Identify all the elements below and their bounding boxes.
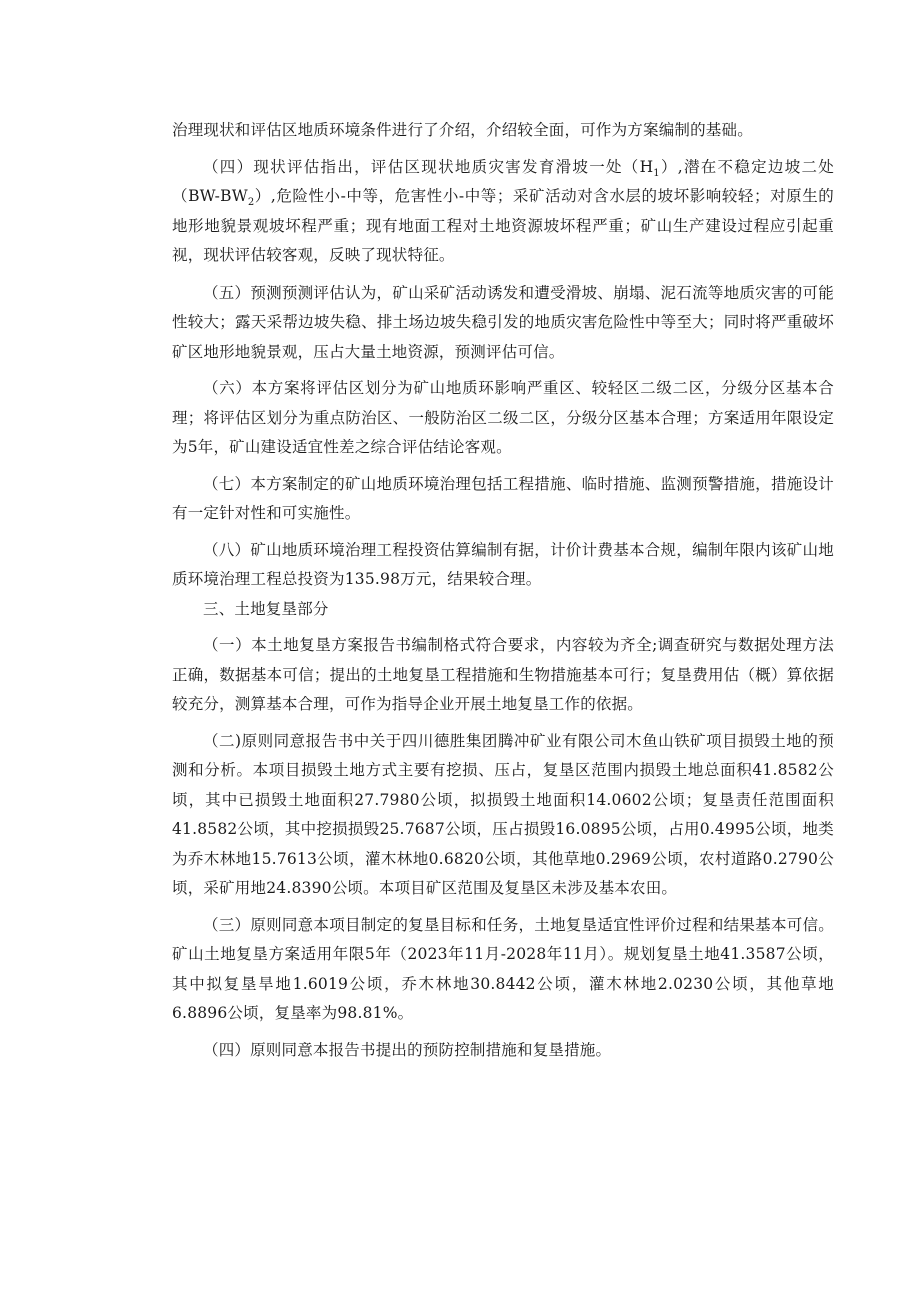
paragraph-text-part: ）,危险性小-中等，危害性小-中等；采矿活动对含水层的坡坏影响较轻；对原生的地形地貌景观坡坏程严重；现有地面工程对土地资源坡坏程严重；矿山生产建设过程应引起重视，现状评估较客观，反映了现状特征。 — [172, 187, 834, 264]
paragraph-zoning: （六）本方案将评估区划分为矿山地质环影响严重区、较轻区二级二区，分级分区基本合理；将评估区划分为重点防治区、一般防治区二级二区，分级分区基本合理；方案适用年限设定为5年，矿山建设适宜性差之综合评估结论客观。 — [172, 379, 834, 456]
paragraph-measures: （七）本方案制定的矿山地质环境治理包括工程措施、临时措施、监测预警措施，措施设计有一定针对性和可实施性。 — [172, 474, 834, 522]
paragraph-investment: （八）矿山地质环境治理工程投资估算编制有据，计价计费基本合规，编制年限内该矿山地质环境治理工程总投资为135.98万元，结果较合理。 — [172, 540, 834, 588]
document-page — [172, 116, 834, 1065]
paragraph-text-part: （四）现状评估指出，评估区现状地质灾害发育滑坡一处（H — [203, 157, 654, 176]
paragraph-damage-analysis: （二)原则同意报告书中关于四川德胜集团腾冲矿业有限公司木鱼山铁矿项目损毁土地的预测和分析。本项目损毁土地方式主要有挖损、压占，复垦区范围内损毁土地总面积41.8582公顷，其中已损毁土地面积27.7980公顷，拟损毁土地面积14.0602公顷；复垦责任范围面积41.8582公顷，其中挖损损毁25.7687公顷，压占损毁16.0895公顷，占用0.4995公顷，地类为乔木林地15.7613公顷，灌木林地0.6820公顷，其他草地0.2969公顷，农村道路0.2790公顷，采矿用地24.8390公顷。本项目矿区范围及复垦区未涉及基本农田。 — [172, 731, 834, 897]
paragraph-report-format: （一）本土地复垦方案报告书编制格式符合要求，内容较为齐全;调查研究与数据处理方法正确，数据基本可信；提出的土地复垦工程措施和生物措施基本可行；复垦费用估（概）算依据较充分，测算基本合理，可作为指导企业开展土地复垦工作的依据。 — [172, 636, 834, 713]
subscript: 1 — [653, 167, 660, 179]
section-heading-land-reclamation: 三、土地复垦部分 — [203, 599, 329, 618]
subscript: 2 — [247, 197, 255, 209]
paragraph-prevention-measures: （四）原则同意本报告书提出的预防控制措施和复垦措施。 — [203, 1040, 612, 1059]
paragraph-prediction-assessment: （五）预测预测评估认为，矿山采矿活动诱发和遭受滑坡、崩塌、泥石流等地质灾害的可能性较大；露天采帮边坡失稳、排土场边坡失稳引发的地质灾害危险性中等至大；同时将严重破坏矿区地形地貌景观，压占大量土地资源，预测评估可信。 — [172, 283, 834, 361]
paragraph-text-part: ）,潜在不稳定边坡二处（BW-BW — [172, 157, 834, 205]
paragraph-status-assessment — [172, 153, 834, 271]
paragraph-reclamation-goals: （三）原则同意本项目制定的复垦目标和任务，土地复垦适宜性评价过程和结果基本可信。矿山土地复垦方案适用年限5年（2023年11月-2028年11月）。规划复垦土地41.3587公顷，其中拟复垦旱地1.6019公顷，乔木林地30.8442公顷，灌木林地2.0230公顷，其他草地6.8896公顷，复垦率为98.81%。 — [172, 915, 834, 1022]
paragraph-continuation: 治理现状和评估区地质环境条件进行了介绍，介绍较全面，可作为方案编制的基础。 — [172, 121, 753, 139]
